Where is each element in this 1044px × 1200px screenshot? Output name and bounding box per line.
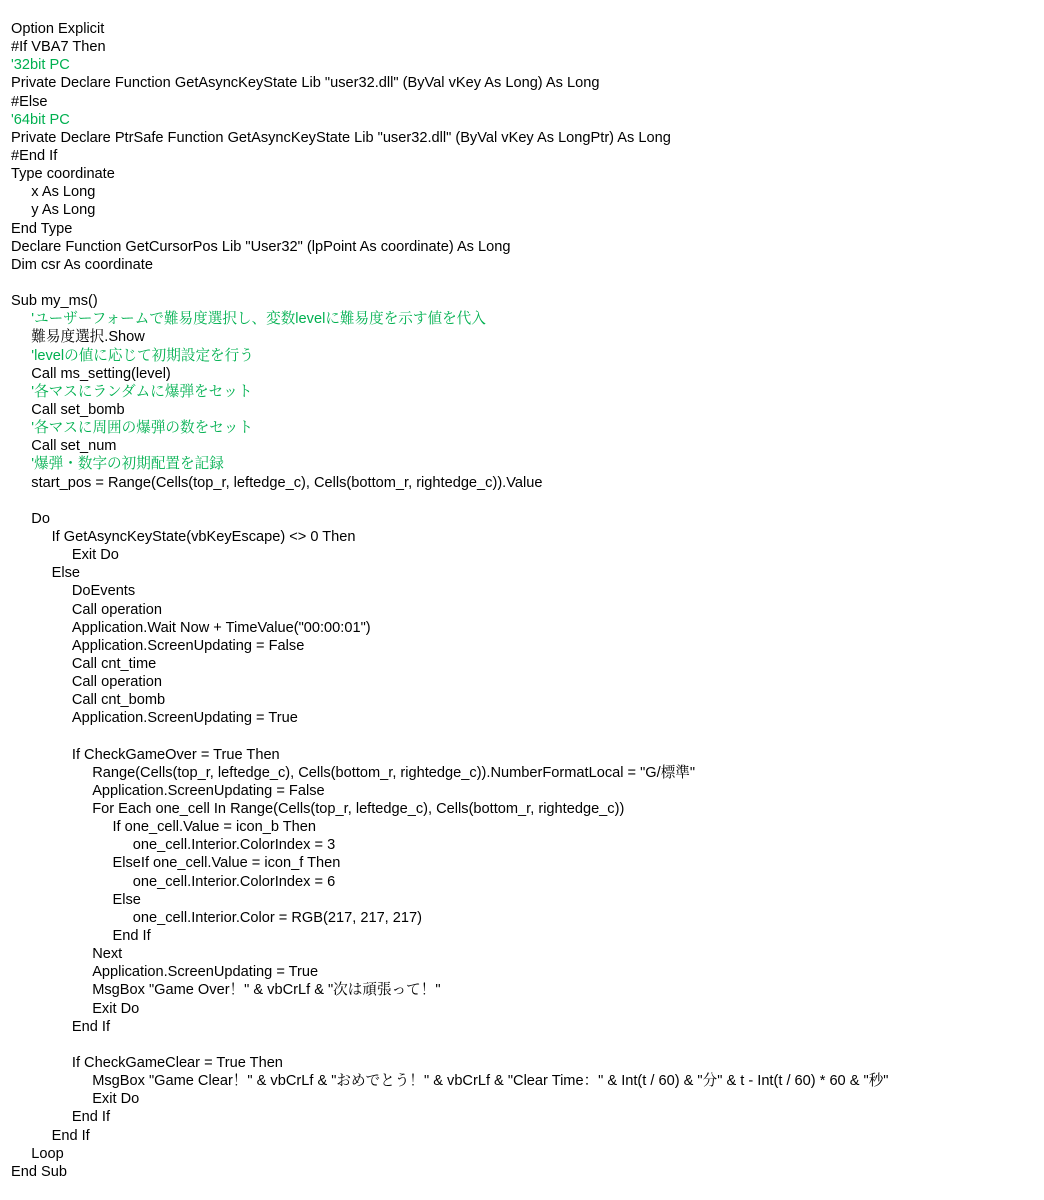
code-line: #Else: [11, 93, 48, 110]
code-line: End If: [71, 1018, 111, 1035]
code-line: Dim csr As coordinate: [11, 256, 153, 273]
code-line: Call set_bomb: [31, 401, 125, 418]
code-line: one_cell.Interior.ColorIndex = 3: [132, 837, 336, 854]
code-comment-line: '爆弾・数字の初期配置を記録: [31, 456, 224, 473]
code-comment-line: '64bit PC: [11, 111, 70, 128]
code-line: Call cnt_time: [71, 655, 157, 672]
code-line: Private Declare PtrSafe Function GetAsyncKeyState Lib "user32.dll" (ByVal vKey As LongPtr) As Long: [11, 129, 671, 146]
code-line: y As Long: [31, 202, 96, 219]
code-line: [11, 727, 1044, 745]
code-line: Private Declare Function GetAsyncKeyState Lib "user32.dll" (ByVal vKey As Long) As Long: [11, 75, 600, 92]
code-line: Application.ScreenUpdating = True: [92, 964, 319, 981]
code-line: one_cell.Interior.ColorIndex = 6: [132, 873, 336, 890]
code-line: Loop: [31, 1145, 64, 1162]
code-comment-line: 'ユーザーフォームで難易度選択し、変数levelに難易度を示す値を代入: [31, 311, 486, 328]
code-line: Application.ScreenUpdating = True: [71, 710, 298, 727]
code-comment-line: 'levelの値に応じて初期設定を行う: [31, 347, 254, 364]
code-line: If CheckGameClear = True Then: [71, 1055, 283, 1072]
code-line: Type coordinate: [11, 166, 115, 183]
code-line: End If: [112, 928, 151, 945]
code-comment-line: '各マスにランダムに爆弾をセット: [31, 383, 253, 400]
code-line: End If: [51, 1127, 90, 1144]
code-line: End If: [71, 1109, 111, 1126]
code-line: Do: [31, 510, 50, 527]
code-line: Call cnt_bomb: [71, 692, 166, 709]
code-line: 難易度選択.Show: [31, 329, 145, 346]
code-line: Option Explicit: [11, 21, 105, 37]
code-line: Application.ScreenUpdating = False: [92, 782, 325, 799]
code-line: ElseIf one_cell.Value = icon_f Then: [112, 855, 341, 872]
code-line: MsgBox "Game Clear！" & vbCrLf & "おめでとう！" & vbCrLf & "Clear Time：" & Int(t / 60) & "分" & t - Int(t / 60) * 60 & "秒": [92, 1073, 889, 1090]
code-line: Exit Do: [92, 1091, 140, 1108]
code-line: End Sub: [11, 1163, 67, 1180]
code-line: [11, 1036, 1044, 1054]
code-line: Next: [92, 946, 123, 963]
code-line: If one_cell.Value = icon_b Then: [112, 819, 317, 836]
code-line: one_cell.Interior.Color = RGB(217, 217, 217): [132, 909, 422, 926]
code-line: x As Long: [31, 184, 96, 201]
code-line: Else: [112, 891, 141, 908]
code-line: Call operation: [71, 601, 162, 618]
code-comment-line: '32bit PC: [11, 57, 70, 74]
code-line: #End If: [11, 147, 58, 164]
code-line: If CheckGameOver = True Then: [71, 746, 280, 763]
code-line: DoEvents: [71, 583, 136, 600]
code-line: [11, 492, 1044, 510]
code-line: Range(Cells(top_r, leftedge_c), Cells(bottom_r, rightedge_c)).NumberFormatLocal = "G/標準": [92, 764, 696, 781]
code-line: Application.ScreenUpdating = False: [71, 637, 305, 654]
code-line: start_pos = Range(Cells(top_r, leftedge_c), Cells(bottom_r, rightedge_c)).Value: [31, 474, 543, 491]
code-line: Exit Do: [71, 547, 119, 564]
code-line: [11, 274, 1044, 292]
code-line: If GetAsyncKeyState(vbKeyEscape) <> 0 Then: [51, 528, 356, 545]
code-line: #If VBA7 Then: [11, 39, 106, 56]
code-line: Call operation: [71, 674, 162, 691]
code-line: Call ms_setting(level): [31, 365, 171, 382]
code-line: Application.Wait Now + TimeValue("00:00:01"): [71, 619, 371, 636]
code-line: Call set_num: [31, 438, 117, 455]
code-comment-line: '各マスに周囲の爆弾の数をセット: [31, 420, 253, 437]
code-line: Declare Function GetCursorPos Lib "User32" (lpPoint As coordinate) As Long: [11, 238, 511, 255]
code-line: MsgBox "Game Over！" & vbCrLf & "次は頑張って！": [92, 982, 441, 999]
code-line: End Type: [11, 220, 73, 237]
code-line: For Each one_cell In Range(Cells(top_r, leftedge_c), Cells(bottom_r, rightedge_c)): [92, 801, 625, 818]
code-line: Sub my_ms(): [11, 293, 98, 310]
code-line: Else: [51, 565, 80, 582]
code-line: Exit Do: [92, 1000, 140, 1017]
